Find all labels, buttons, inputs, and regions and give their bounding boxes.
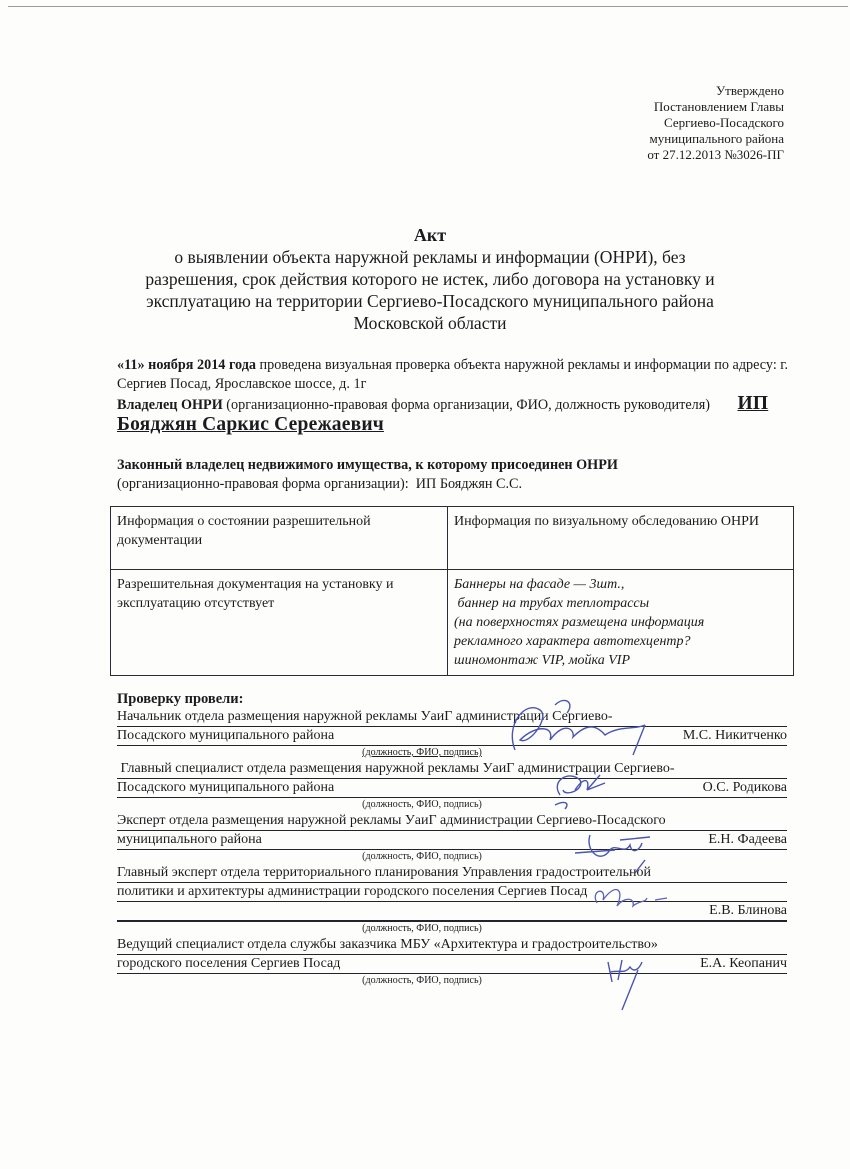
inspection-date: «11» ноября 2014 года	[117, 357, 256, 373]
signer-name: Е.А. Кеопанич	[700, 956, 787, 971]
table-row	[111, 570, 794, 676]
signer-line	[117, 779, 787, 798]
table-header: Информация по визуальному обследованию ОНРИ	[448, 507, 794, 570]
signer-name: О.С. Родикова	[702, 780, 787, 795]
signer-position-cont: муниципального района	[117, 832, 262, 847]
checkers-title: Проверку провели:	[117, 691, 244, 707]
title-line: о выявлении объекта наружной рекламы и информации (ОНРИ), без	[174, 247, 686, 267]
owner-label-rest: (организационно-правовая форма организации, ФИО, должность руководителя)	[222, 397, 710, 413]
findings-line: (на поверхностях размещена информация	[454, 615, 705, 630]
signer-caption: (должность, ФИО, подпись)	[362, 923, 482, 934]
legal-owner-value: ИП Бояджян С.С.	[415, 476, 523, 492]
signer-line	[117, 955, 787, 974]
signer-position: Ведущий специалист отдела службы заказчика МБУ «Архитектура и градостроительство»	[117, 936, 787, 955]
signer-caption: (должность, ФИО, подпись)	[362, 851, 482, 862]
signer-name: Е.В. Блинова	[709, 903, 787, 918]
signer-position-cont: политики и архитектуры администрации городского поселения Сергиев Посад	[117, 883, 787, 902]
inspection-text: проведена визуальная проверка объекта наружной рекламы и информации по адресу: г. Сергиев Посад, Ярославское шоссе, д. 1г	[117, 357, 789, 392]
signer-position: Главный эксперт отдела территориального планирования Управления градостроительной	[117, 864, 787, 883]
title-line: эксплуатацию на территории Сергиево-Посадского муниципального района	[146, 291, 714, 311]
signer-caption: (должность, ФИО, подпись)	[362, 747, 482, 758]
signer-position-cont: Посадского муниципального района	[117, 780, 335, 795]
approval-stamp	[647, 83, 784, 163]
inspection-paragraph	[117, 356, 807, 436]
signer-block	[117, 760, 787, 812]
signer-position: Главный специалист отдела размещения наружной рекламы УаиГ администрации Сергиево-	[117, 760, 787, 779]
owner-name: ИП Бояджян Саркис Сережаевич	[117, 393, 769, 435]
signer-position: Начальник отдела размещения наружной рекламы УаиГ администрации Сергиево-	[117, 708, 787, 727]
title-heading: Акт	[413, 225, 447, 245]
approval-line: Утверждено	[715, 83, 784, 98]
signer-name: Е.Н. Фадеева	[708, 832, 787, 847]
legal-owner-label: Законный владелец недвижимого имущества, к которому присоединен ОНРИ	[117, 457, 618, 473]
signer-caption: (должность, ФИО, подпись)	[362, 799, 482, 810]
scan-edge	[8, 6, 848, 7]
findings-cell	[448, 570, 794, 676]
owner-label: Владелец ОНРИ	[117, 397, 223, 413]
signer-line	[117, 727, 787, 746]
findings-line: рекламного характера автотехцентр?	[454, 634, 691, 649]
signer-position-cont: городского поселения Сергиев Посад	[117, 956, 341, 971]
approval-line: Сергиево-Посадского	[664, 115, 784, 130]
info-table	[110, 506, 794, 676]
signer-line	[117, 902, 787, 922]
signer-block	[117, 864, 787, 936]
signer-block	[117, 812, 787, 864]
permit-status-cell: Разрешительная документация на установку и эксплуатацию отсутствует	[111, 570, 448, 676]
checkers-section	[117, 690, 787, 988]
table-header-row	[111, 507, 794, 570]
approval-line: Постановлением Главы	[653, 99, 784, 114]
signer-name: М.С. Никитченко	[682, 728, 787, 743]
findings-line: Баннеры на фасаде — 3шт.,	[454, 577, 625, 592]
signer-position-cont: Посадского муниципального района	[117, 728, 335, 743]
approval-line: от 27.12.2013 №3026-ПГ	[647, 147, 784, 162]
findings-line: баннер на трубах теплотрассы	[454, 596, 650, 611]
signer-position: Эксперт отдела размещения наружной рекламы УаиГ администрации Сергиево-Посадского	[117, 812, 787, 831]
document-title	[110, 224, 750, 334]
table-header: Информация о состоянии разрешительной документации	[111, 507, 448, 570]
findings-line: шиномонтаж VIP, мойка VIP	[454, 653, 631, 668]
legal-owner-paragraph	[117, 456, 807, 494]
title-line: Московской области	[353, 313, 507, 333]
approval-line: муниципального района	[649, 131, 784, 146]
legal-owner-label-rest: (организационно-правовая форма организации):	[117, 476, 409, 492]
signer-line	[117, 831, 787, 850]
title-line: разрешения, срок действия которого не истек, либо договора на установку и	[145, 269, 715, 289]
signer-block	[117, 708, 787, 760]
signer-caption: (должность, ФИО, подпись)	[362, 975, 482, 986]
signer-block	[117, 936, 787, 988]
